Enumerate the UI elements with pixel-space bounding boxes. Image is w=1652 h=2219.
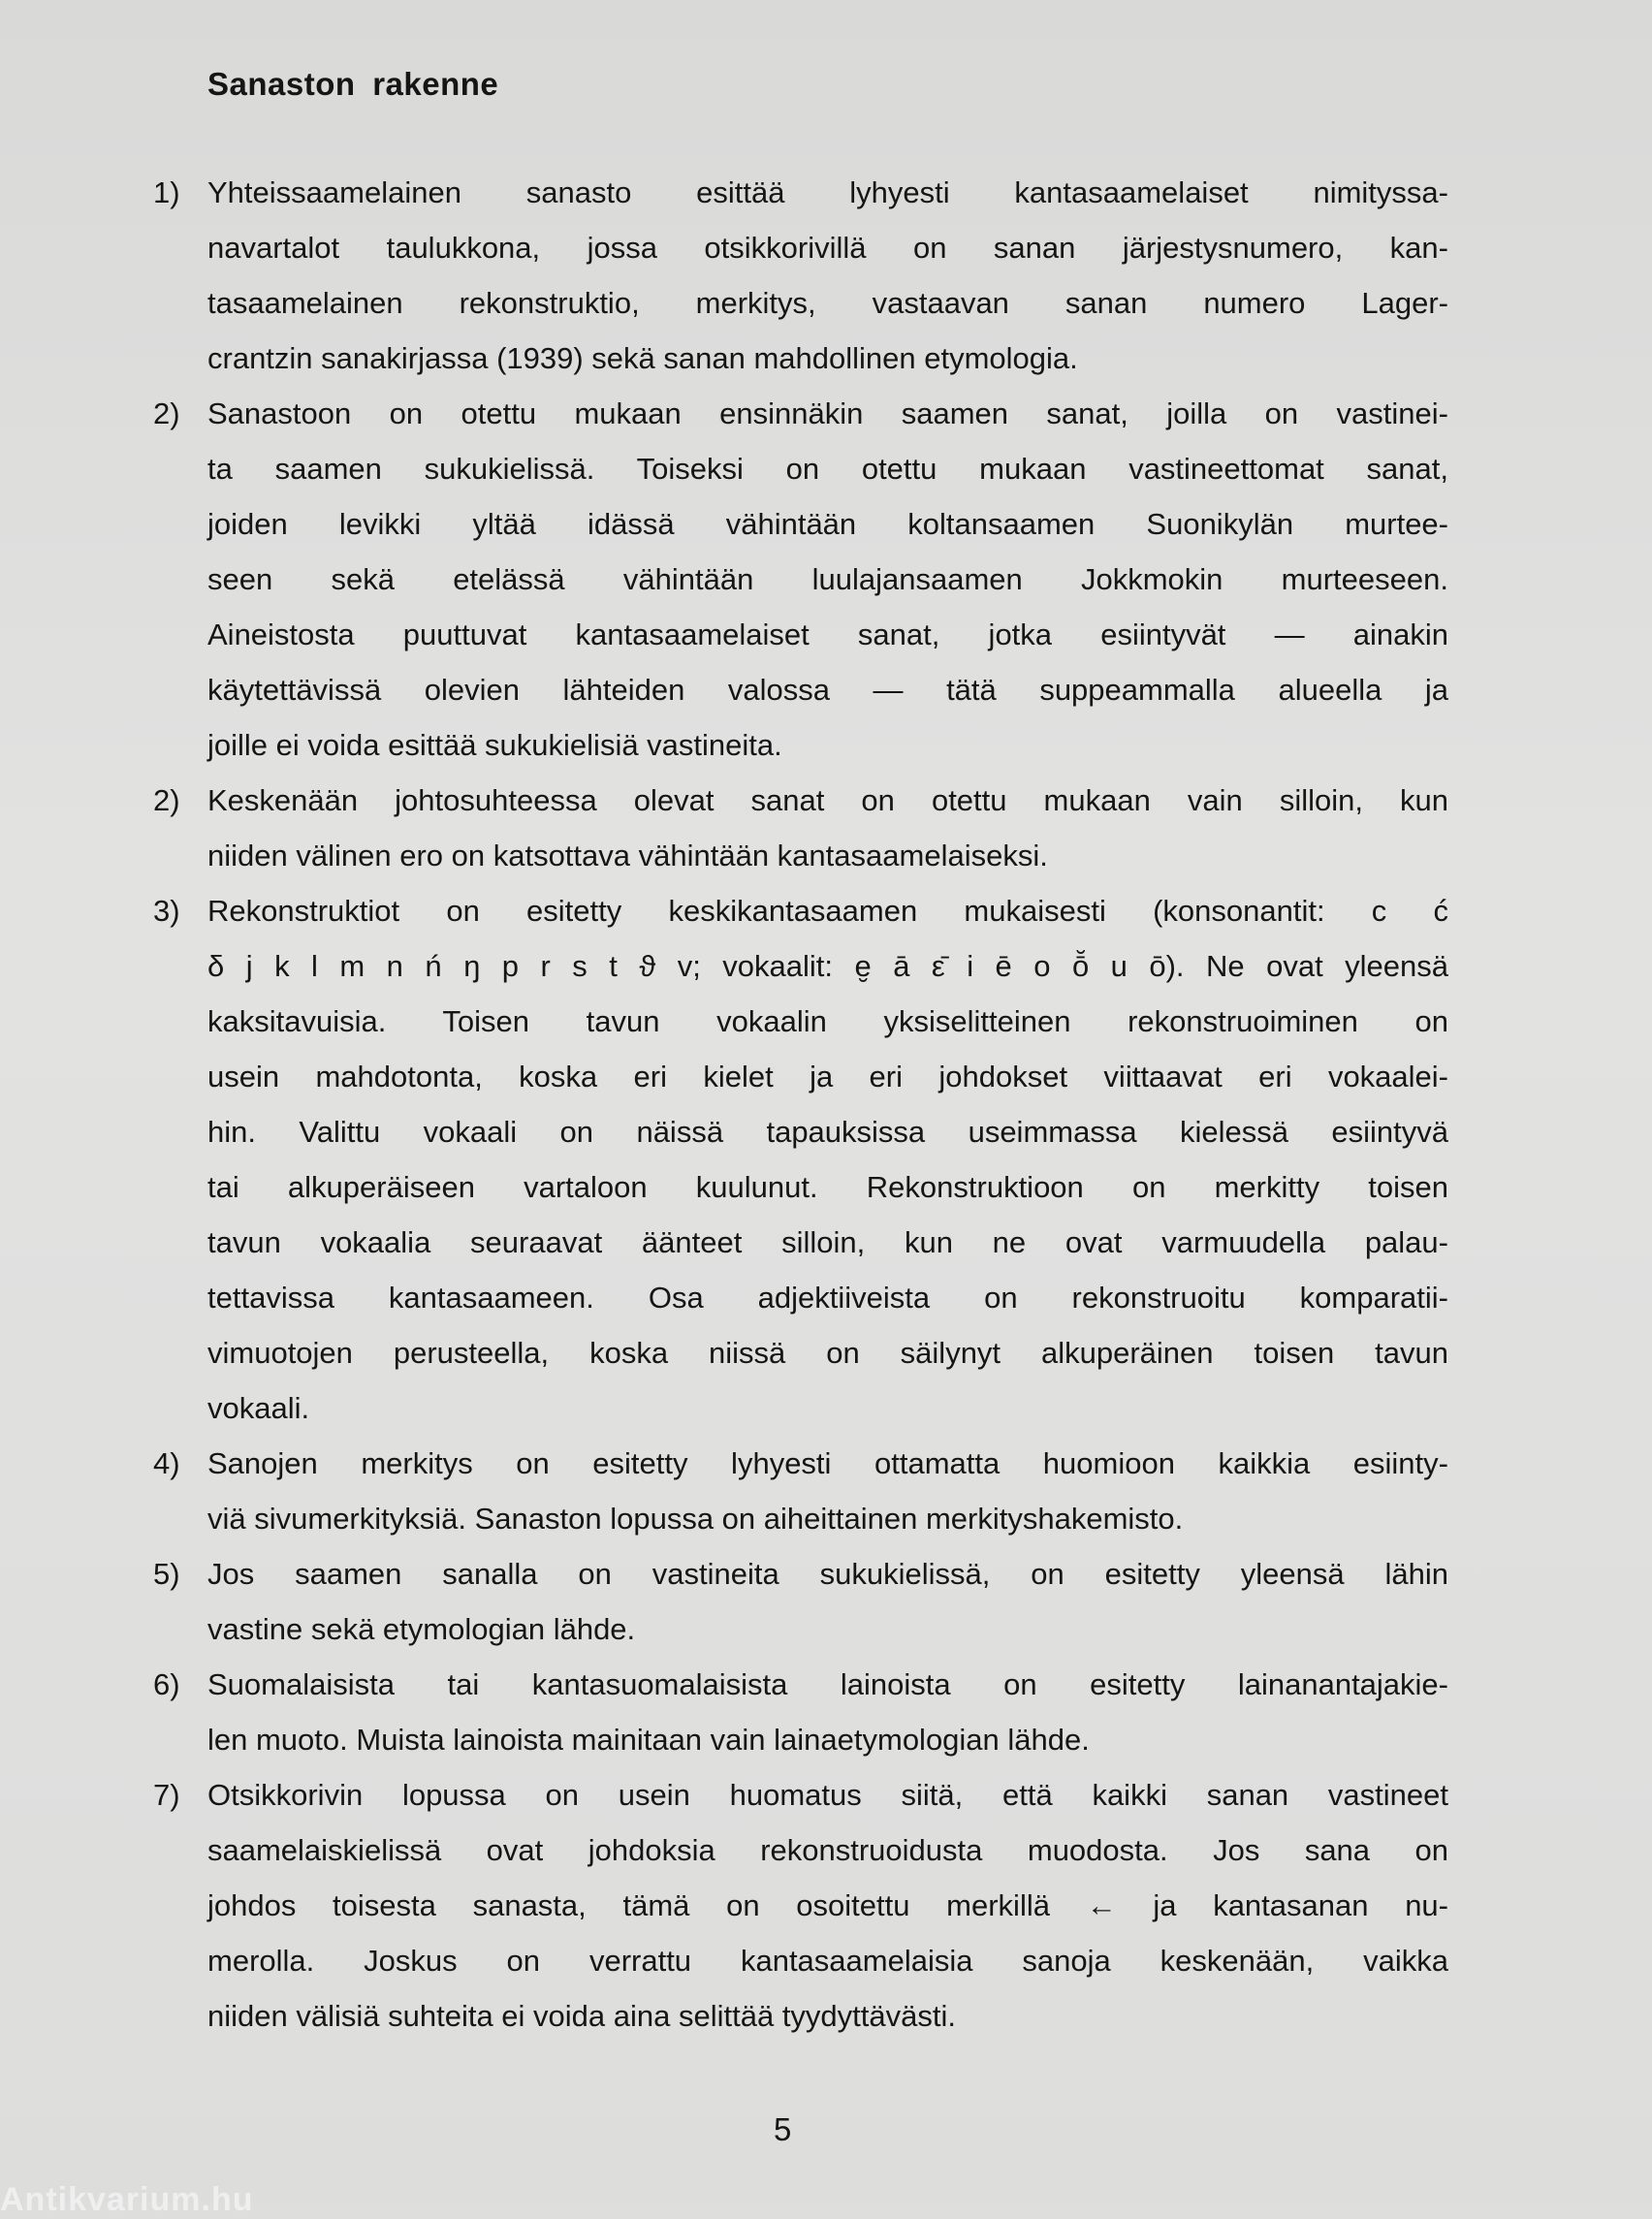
- text-line: johdos toisesta sanasta, tämä on osoitettu merkillä ← ja kantasanan nu-: [207, 1888, 1448, 1922]
- text-line: käytettävissä olevien lähteiden valossa — tätä suppeammalla alueella ja: [207, 673, 1448, 707]
- text-line: niiden välisiä suhteita ei voida aina selittää tyydyttävästi.: [207, 1999, 956, 2033]
- text-line: Rekonstruktiot on esitetty keskikantasaamen mukaisesti (konsonantit: c ć: [207, 894, 1448, 928]
- text-line: tasaamelainen rekonstruktio, merkitys, vastaavan sanan numero Lager-: [207, 286, 1448, 320]
- text-line: niiden välinen ero on katsottava vähintään kantasaamelaiseksi.: [207, 839, 1048, 872]
- watermark: Antikvarium.hu: [0, 2181, 254, 2218]
- text-line: seen sekä etelässä vähintään luulajansaamen Jokkmokin murteeseen.: [207, 562, 1448, 596]
- text-line: hin. Valittu vokaali on näissä tapauksissa useimmassa kielessä esiintyvä: [207, 1115, 1448, 1149]
- list-item: [145, 1436, 1448, 1546]
- text-line: merolla. Joskus on verrattu kantasaamelaisia sanoja keskenään, vaikka: [207, 1944, 1448, 1978]
- list-item: [145, 773, 1448, 883]
- text-line: tai alkuperäiseen vartaloon kuulunut. Rekonstruktioon on merkitty toisen: [207, 1170, 1448, 1204]
- item-number: 2): [153, 396, 180, 430]
- text-line: tavun vokaalia seuraavat äänteet silloin, kun ne ovat varmuudella palau-: [207, 1225, 1448, 1259]
- text-line: len muoto. Muista lainoista mainitaan vain lainaetymologian lähde.: [207, 1723, 1090, 1757]
- text-line: saamelaiskielissä ovat johdoksia rekonstruoidusta muodosta. Jos sana on: [207, 1833, 1448, 1867]
- text-line: Keskenään johtosuhteessa olevat sanat on otettu mukaan vain silloin, kun: [207, 783, 1448, 817]
- numbered-list: [145, 165, 1448, 2044]
- text-line: viä sivumerkityksiä. Sanaston lopussa on aiheittainen merkityshakemisto.: [207, 1502, 1184, 1536]
- list-item: [145, 386, 1448, 773]
- item-number: 3): [153, 894, 180, 928]
- text-line: Jos saamen sanalla on vastineita sukukielissä, on esitetty yleensä lähin: [207, 1557, 1448, 1591]
- text-line: tettavissa kantasaameen. Osa adjektiiveista on rekonstruoitu komparatii-: [207, 1281, 1448, 1315]
- list-item: [145, 883, 1448, 1436]
- text-line: joille ei voida esittää sukukielisiä vastineita.: [207, 728, 782, 762]
- item-number: 4): [153, 1446, 180, 1480]
- text-line: joiden levikki yltää idässä vähintään koltansaamen Suonikylän murtee-: [207, 507, 1448, 541]
- section-heading: Sanaston rakenne: [207, 66, 499, 102]
- text-line: usein mahdotonta, koska eri kielet ja eri johdokset viittaavat eri vokaalei-: [207, 1060, 1448, 1094]
- text-line: Otsikkorivin lopussa on usein huomatus siitä, että kaikki sanan vastineet: [207, 1778, 1448, 1812]
- list-item: [145, 1546, 1448, 1657]
- text-line: vastine sekä etymologian lähde.: [207, 1612, 636, 1646]
- text-line: Suomalaisista tai kantasuomalaisista lainoista on esitetty lainanantajakie-: [207, 1667, 1448, 1701]
- item-number: 5): [153, 1557, 180, 1591]
- text-line: vimuotojen perusteella, koska niissä on säilynyt alkuperäinen toisen tavun: [207, 1336, 1448, 1370]
- text-line: kaksitavuisia. Toisen tavun vokaalin yksiselitteinen rekonstruoiminen on: [207, 1004, 1448, 1038]
- item-number: 6): [153, 1667, 180, 1701]
- text-line: Yhteissaamelainen sanasto esittää lyhyesti kantasaamelaiset nimityssa-: [207, 175, 1448, 209]
- item-number: 7): [153, 1778, 180, 1812]
- text-line: Sanastoon on otettu mukaan ensinnäkin saamen sanat, joilla on vastinei-: [207, 396, 1448, 430]
- text-line: crantzin sanakirjassa (1939) sekä sanan mahdollinen etymologia.: [207, 341, 1078, 375]
- page-number: 5: [774, 2111, 792, 2147]
- text-line: Aineistosta puuttuvat kantasaamelaiset sanat, jotka esiintyvät — ainakin: [207, 618, 1448, 651]
- list-item: [145, 1657, 1448, 1767]
- list-item: [145, 1767, 1448, 2044]
- item-number: 2): [153, 783, 180, 817]
- text-line: ta saamen sukukielissä. Toiseksi on otettu mukaan vastineettomat sanat,: [207, 452, 1448, 486]
- list-item: [145, 165, 1448, 386]
- text-line: Sanojen merkitys on esitetty lyhyesti ottamatta huomioon kaikkia esiinty-: [207, 1446, 1448, 1480]
- text-line: δ j k l m n ń ŋ p r s t ϑ v; vokaalit: e̮ ā ε̄ i ē o ō̆ u ō). Ne ovat yleensä: [207, 949, 1448, 983]
- item-number: 1): [153, 175, 180, 209]
- text-line: navartalot taulukkona, jossa otsikkorivillä on sanan järjestysnumero, kan-: [207, 231, 1448, 265]
- text-line: vokaali.: [207, 1391, 310, 1425]
